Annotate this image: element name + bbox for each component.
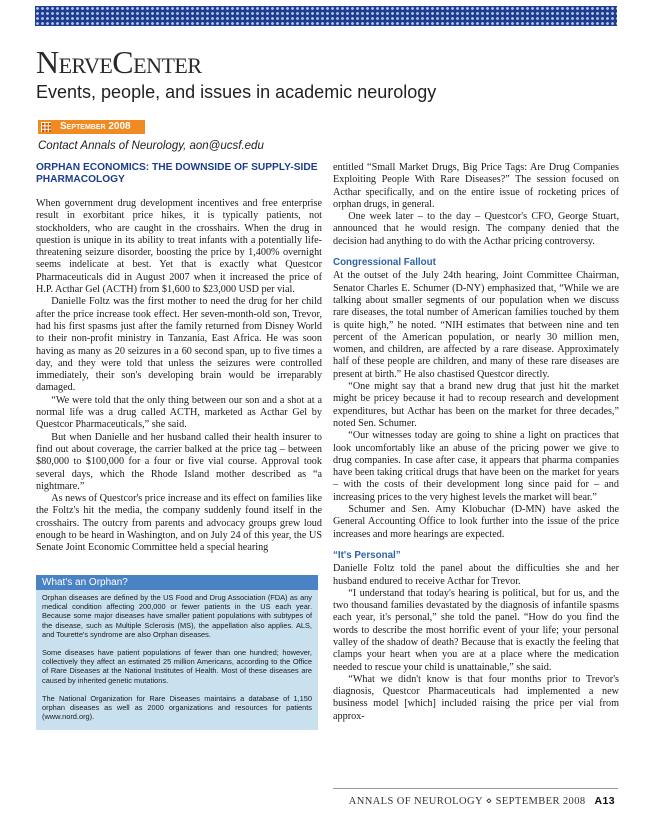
page-footer [333, 795, 615, 807]
contact-email-link[interactable]: aon@ucsf.edu [189, 140, 264, 152]
footer-separator-icon: ⋄ [485, 796, 493, 807]
section-heading-its-personal: “It's Personal” [333, 549, 401, 561]
sidebar-paragraph: The National Organization for Rare Diseases maintains a database of 1,150 orphan diseases as well as 2000 organizations and resources for patients (www.nord.org). [42, 693, 312, 722]
article-paragraph: When government drug development incentives and free enterprise result in exorbitant price hikes, it is typically patients, not stockholders, who are caught in the crosshairs. When the drug in question is unique in its ability to treat infants with a potentially life-threatening seizure disorder, boosting the price by 1,400% overnight seems indelicate at best. Yet that is exactly what Questcor Pharmaceuticals did in August 2007 when it increased the price of H.P. Acthar Gel (ACTH) from $1,600 to $23,000 USD per vial. [36, 198, 322, 296]
issue-date-label: September 2008 [60, 121, 131, 132]
contact-line [38, 140, 264, 152]
footer-issue: SEPTEMBER 2008 [495, 796, 586, 807]
footer-rule [333, 788, 618, 789]
article-paragraph: “What we didn't know is that four months prior to Trevor's diagnosis, Questcor Pharmaceuticals had implemented a new business model [which] included raising the price per vial from approx- [333, 673, 619, 722]
article-paragraph: “We were told that the only thing between our son and a shot at a normal life was a drug called ACTH, marketed as Acthar Gel by Questcor Pharmaceuticals,” she said. [36, 394, 322, 431]
orphan-sidebar-box [36, 575, 318, 730]
article-paragraph: One week later – to the day – Questcor's CFO, George Stuart, announced that he would resign. The company denied that the decision had anything to do with the Acthar pricing controversy. [333, 211, 619, 247]
page-number: A13 [594, 795, 615, 807]
masthead-title: NerveCenter [36, 44, 202, 80]
article-paragraph: “I understand that today's hearing is political, but for us, and the two thousand families devastated by the diagnosis of infantile spasms each year, it's personal,” she told the panel. “How do you find the words to describe the most horrific event of your life; your personal valley of the shadow of death? Because that is exactly the feeling that clamps your heart when you are at a place where the medication needed to rescue your child is unattainable,” she said. [333, 587, 619, 673]
sidebar-title: What's an Orphan? [36, 575, 318, 590]
section-heading-congressional-fallout: Congressional Fallout [333, 257, 436, 269]
sidebar-paragraph: Orphan diseases are defined by the US Food and Drug Association (FDA) as any medical condition affecting 200,000 or fewer patients in the US each year. Because some major diseases have smaller patient populations with subtypes of the disease, such as Multiple Sclerosis (MS), the appellation also applies. ALS, and Tourette's syndrome are also Orphan diseases. [42, 593, 312, 639]
article-paragraph: Schumer and Sen. Amy Klobuchar (D-MN) have asked the General Accounting Office to look further into the issue of the price increases and more hearings are expected. [333, 504, 619, 540]
article-paragraph: Danielle Foltz told the panel about the difficulties she and her husband endured to receive Acthar for Trevor. [333, 563, 619, 587]
article-headline: ORPHAN ECONOMICS: THE DOWNSIDE OF SUPPLY-SIDE PHARMACOLOGY [36, 162, 318, 185]
footer-journal: ANNALS OF NEUROLOGY [348, 796, 483, 807]
article-paragraph: “Our witnesses today are going to shine a light on practices that look uncomfortably like an abuse of the pricing power we give to drug companies. In case after case, it appears that pharma companies have been taking critical drugs that have been on the market for years – with the costs of their development long since paid for – and increasing prices to the very highest levels the market will bear.” [333, 430, 619, 503]
sidebar-paragraph: Some diseases have patient populations of fewer than one hundred; however, collectively they affect an estimated 25 million Americans, according to the Office of Rare Diseases at the National Institutes of Health. Most of these diseases are caused by inherited genetic mutations. [42, 648, 312, 685]
article-paragraph: entitled “Small Market Drugs, Big Price Tags: Are Drug Companies Exploiting People With Rare Diseases?” The session focused on Acthar specifically, and on the entire issue of rocketing prices of orphan drugs, in general. [333, 162, 619, 210]
contact-prefix: Contact Annals of Neurology, [38, 140, 190, 152]
article-paragraph: “One might say that a brand new drug that just hit the market might be pricey because it had to recoup research and development expenditures, but Acthar has been on the market for three decades,” noted Sen. Schumer. [333, 381, 619, 429]
article-paragraph: Danielle Foltz was the first mother to need the drug for her child after the price increase took effect. Her seven-month-old son, Trevor, had his first spasms just after the family returned from Disney World to their non-profit ministry in Tanzania, East Africa. He was soon having as many as 20 seizures in a 60 second span, up to five times a day, and they were told that unless the seizures were controlled immediately, their son's developing brain would be irreparably damaged. [36, 296, 322, 394]
article-paragraph: As news of Questcor's price increase and its effect on families like the Foltz's hit the media, the company suddenly found itself in the crosshairs. The outcry from parents and advocacy groups grew loud enough to be heard in Washington, and on July 24 of this year, the US Senate Joint Economic Committee held a special hearing [36, 493, 322, 554]
sidebar-body [36, 590, 318, 721]
grid-icon [41, 122, 51, 132]
article-paragraph: At the outset of the July 24th hearing, Joint Committee Chairman, Senator Charles E. Schumer (D-NY) emphasized that, “While we are talking about smaller segments of our population when we discuss rare diseases, the total number of American families touched by them is quite high,” he noted. “NIH estimates that between nine and ten percent of the American population, or nearly 30 million men, women, and children, are affected by a rare disease. Approximately half of these people are children, and many of these rare diseases are present at birth.” He also chastised Questcor directly. [333, 270, 619, 380]
header-dot-banner [35, 6, 617, 26]
left-column [36, 162, 322, 555]
right-column [333, 162, 619, 723]
article-paragraph: But when Danielle and her husband called their health insurer to find out about coverage, the carrier balked at the price tag – between $80,000 to $100,000 for a four or five vial course. Approval took several days, which the Rhode Island mother described as “a nightmare.” [36, 431, 322, 492]
masthead-subtitle: Events, people, and issues in academic neurology [36, 82, 437, 102]
issue-date-tag [38, 120, 145, 134]
